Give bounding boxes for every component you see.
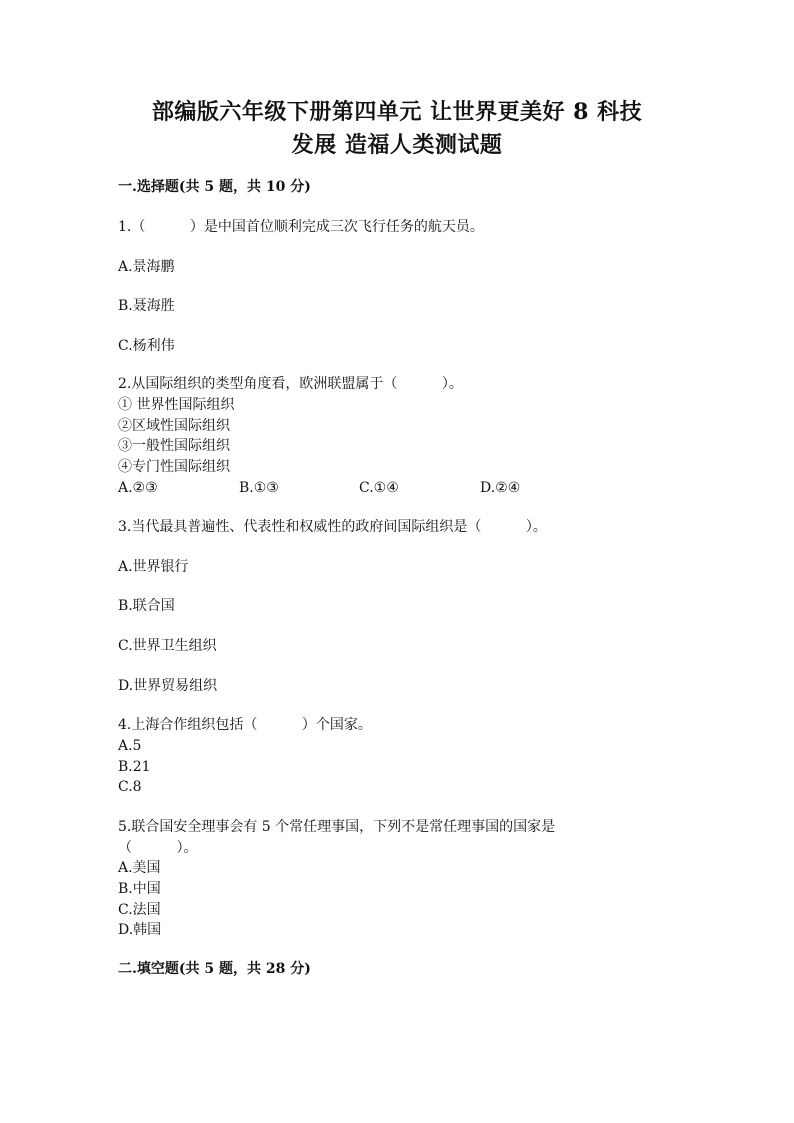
question-2-option-d: D.②④ (480, 480, 521, 496)
question-2-options (118, 478, 618, 498)
question-2-stem: 2.从国际组织的类型角度看，欧洲联盟属于（ ）。 (118, 376, 463, 392)
document-title-line-1: 部编版六年级下册第四单元 让世界更美好 8 科技 (151, 99, 643, 125)
question-1-option-c: C.杨利伟 (118, 338, 175, 354)
question-3-stem: 3.当代最具普遍性、代表性和权威性的政府间国际组织是（ ）。 (118, 519, 547, 535)
question-4-option-c: C.8 (118, 779, 142, 795)
question-2-item-4: ④专门性国际组织 (118, 459, 230, 475)
question-2-item-2: ②区域性国际组织 (118, 418, 230, 434)
section-heading-fill-blank: 二.填空题(共 5 题，共 28 分) (118, 961, 311, 977)
question-5-option-c: C.法国 (118, 902, 161, 918)
question-2-option-a: A.②③ (118, 480, 158, 496)
question-3-option-d: D.世界贸易组织 (118, 678, 218, 694)
question-1-stem: 1.（ ）是中国首位顺利完成三次飞行任务的航天员。 (118, 219, 484, 235)
question-2-item-3: ③一般性国际组织 (118, 438, 230, 454)
question-1-option-b: B.聂海胜 (118, 298, 175, 314)
question-2-item-1: ① 世界性国际组织 (118, 397, 235, 413)
question-5-option-a: A.美国 (118, 860, 161, 876)
document-title-line-2: 发展 造福人类测试题 (291, 132, 503, 158)
question-3-option-b: B.联合国 (118, 598, 175, 614)
question-4-option-b: B.21 (118, 759, 151, 775)
question-4-option-a: A.5 (118, 738, 142, 754)
question-5-option-b: B.中国 (118, 881, 161, 897)
question-2-option-b: B.①③ (239, 480, 279, 496)
question-5-option-d: D.韩国 (118, 922, 162, 938)
question-5-stem-continued: （ ）。 (118, 840, 198, 856)
question-3-option-a: A.世界银行 (118, 559, 189, 575)
question-5-stem: 5.联合国安全理事会有 5 个常任理事国，下列不是常任理事国的国家是 (118, 819, 556, 835)
question-1-option-a: A.景海鹏 (118, 259, 175, 275)
section-heading-choice: 一.选择题(共 5 题，共 10 分) (118, 179, 311, 195)
question-3-option-c: C.世界卫生组织 (118, 638, 217, 654)
question-4-stem: 4.上海合作组织包括（ ）个国家。 (118, 717, 372, 733)
question-2-option-c: C.①④ (359, 480, 399, 496)
